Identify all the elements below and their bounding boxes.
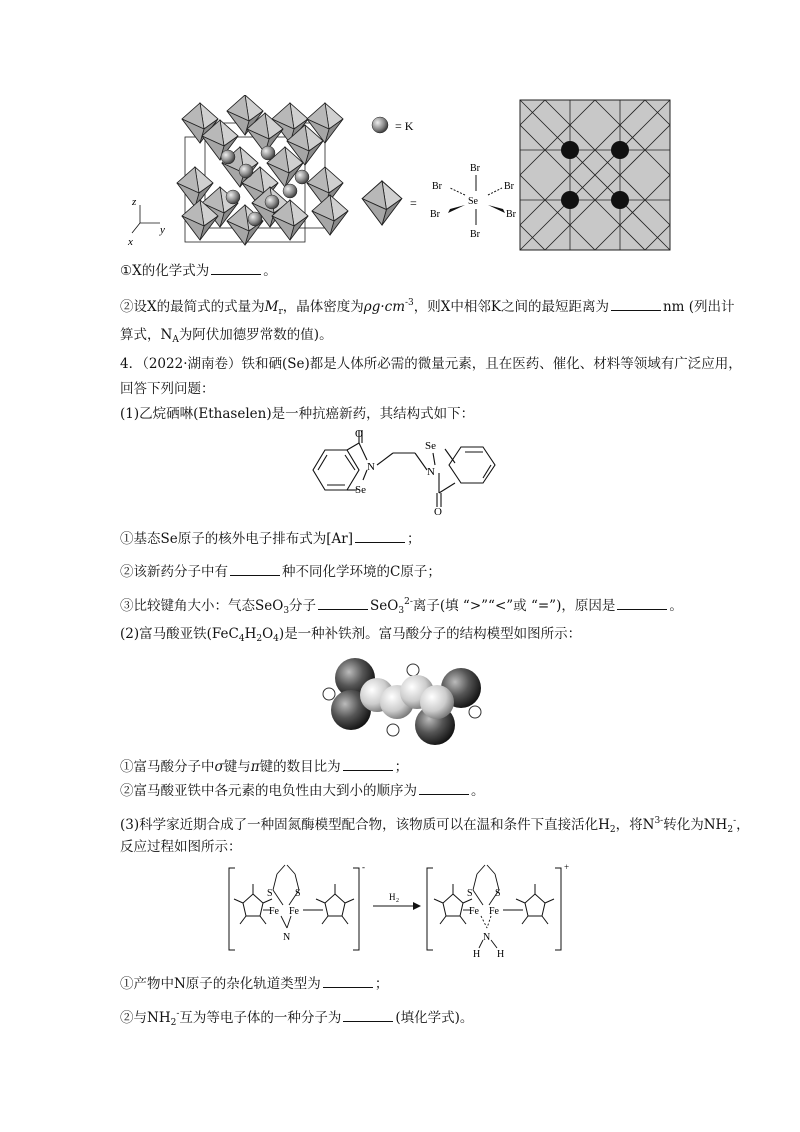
answer-blank[interactable] xyxy=(419,782,469,795)
svg-text:N: N xyxy=(283,932,291,943)
hydrogen-atom xyxy=(407,664,419,676)
answer-blank[interactable] xyxy=(343,758,393,771)
svg-text:Fe: Fe xyxy=(489,906,499,917)
br-upper-left: Br xyxy=(432,181,442,192)
axis-y-label: y xyxy=(160,224,165,236)
part-3-prompt: 反应过程如图所示： xyxy=(120,839,242,855)
question-line-distance: ②设X的最简式的式量为$M_r$，晶体密度为$\rho g\cdot cm^{-3}$，则X中相邻K之间的最短距离为 nm (列出计 xyxy=(120,298,735,317)
charge-minus: - xyxy=(362,862,365,872)
nitrogen-right: N xyxy=(427,466,435,478)
question-line-distance-cont: 算式，$N_A$为阿伏加德罗常数的值)。 xyxy=(120,327,333,345)
br-upper-right: Br xyxy=(504,181,514,192)
reaction-scheme xyxy=(225,860,575,960)
br-top: Br xyxy=(470,163,480,174)
answer-blank[interactable] xyxy=(355,530,405,543)
part-2-heading: (2)富马酸亚铁$(FeC_4H_2O_4)$是一种补铁剂。富马酸分子的结构模型如图所示： xyxy=(120,626,582,644)
charge-plus: + xyxy=(564,862,570,872)
svg-text:S: S xyxy=(467,888,473,899)
svg-text:S: S xyxy=(267,888,273,899)
question-1-2: ②该新药分子中有 种不同化学环境的C原子； xyxy=(120,564,441,580)
svg-text:S: S xyxy=(495,888,501,899)
hydrogen-atom xyxy=(387,724,399,736)
hydrogen-atom xyxy=(323,688,335,700)
question-4-header: 4．（2022·湖南卷）铁和硒(Se)都是人体所必需的微量元素，且在医药、催化、材料等领域有广泛应用， xyxy=(120,356,742,372)
br-lower-left: Br xyxy=(430,209,440,220)
part-1-heading: (1)乙烷硒啉(Ethaselen)是一种抗癌新药，其结构式如下： xyxy=(120,406,475,422)
question-3-2: ②与$NH_2^-$互为等电子体的一种分子为 (填化学式)。 xyxy=(120,1009,474,1028)
answer-blank[interactable] xyxy=(318,597,368,610)
reaction-arrow xyxy=(373,892,421,910)
octahedra-cluster xyxy=(177,95,348,245)
svg-text:H: H xyxy=(497,949,505,960)
product-complex xyxy=(434,862,569,960)
svg-text:S: S xyxy=(295,888,301,899)
reactant-complex xyxy=(234,862,365,943)
k-legend-ball xyxy=(372,117,388,133)
lattice-projection xyxy=(520,100,670,250)
k-legend-label: = K xyxy=(395,119,414,133)
axis-z-label: z xyxy=(132,196,137,208)
svg-text:2: 2 xyxy=(396,898,399,904)
carbon-atom xyxy=(420,685,454,719)
sebr6-structure xyxy=(430,163,517,240)
question-4-prompt: 回答下列问题： xyxy=(120,381,215,397)
selenium-left: Se xyxy=(355,484,366,496)
question-1-3: ③比较键角大小：气态SeO$_3$分子 SeO$_3^{2-}$离子(填 “>”“<”或 “=”)，原因是 。 xyxy=(120,597,683,616)
axis-x-label: x xyxy=(128,236,133,248)
answer-blank[interactable] xyxy=(323,975,373,988)
nitrogen-left: N xyxy=(367,461,375,473)
svg-text:N: N xyxy=(483,932,491,943)
se-center: Se xyxy=(468,196,478,207)
answer-blank[interactable] xyxy=(230,563,280,576)
octahedron-legend-icon xyxy=(362,181,402,225)
hydrogen-atom xyxy=(469,706,481,718)
axes-icon xyxy=(132,205,160,233)
answer-blank[interactable] xyxy=(611,298,661,311)
legend-equals: = xyxy=(410,196,417,210)
answer-blank[interactable] xyxy=(617,597,667,610)
br-bottom: Br xyxy=(470,229,480,240)
question-3-1: ①产物中N原子的杂化轨道类型为 ； xyxy=(120,976,389,992)
oxygen-bottom: O xyxy=(434,506,442,515)
answer-blank[interactable] xyxy=(211,262,261,275)
selenium-right: Se xyxy=(425,440,436,452)
ethaselen-structure xyxy=(305,425,500,515)
question-line-formula: ①X的化学式为 。 xyxy=(120,263,277,279)
oxygen-top: O xyxy=(355,428,363,440)
svg-text:H: H xyxy=(473,949,481,960)
question-1-1: ①基态Se原子的核外电子排布式为[Ar] ； xyxy=(120,531,421,547)
fumaric-acid-model xyxy=(315,650,485,750)
crystal-structure-figure xyxy=(120,95,700,255)
part-3-heading: (3)科学家近期合成了一种固氮酶模型配合物，该物质可以在温和条件下直接活化$H_2$，将$N^{3-}$转化为$NH_2^-$， xyxy=(120,816,750,835)
svg-text:H: H xyxy=(389,892,396,902)
answer-blank[interactable] xyxy=(343,1009,393,1022)
svg-text:Fe: Fe xyxy=(469,906,479,917)
svg-text:Fe: Fe xyxy=(289,906,299,917)
question-2-1: ①富马酸分子中σ键与π键的数目比为 ； xyxy=(120,759,409,775)
br-lower-right: Br xyxy=(506,209,516,220)
svg-text:Fe: Fe xyxy=(269,906,279,917)
question-2-2: ②富马酸亚铁中各元素的电负性由大到小的顺序为 。 xyxy=(120,783,485,799)
